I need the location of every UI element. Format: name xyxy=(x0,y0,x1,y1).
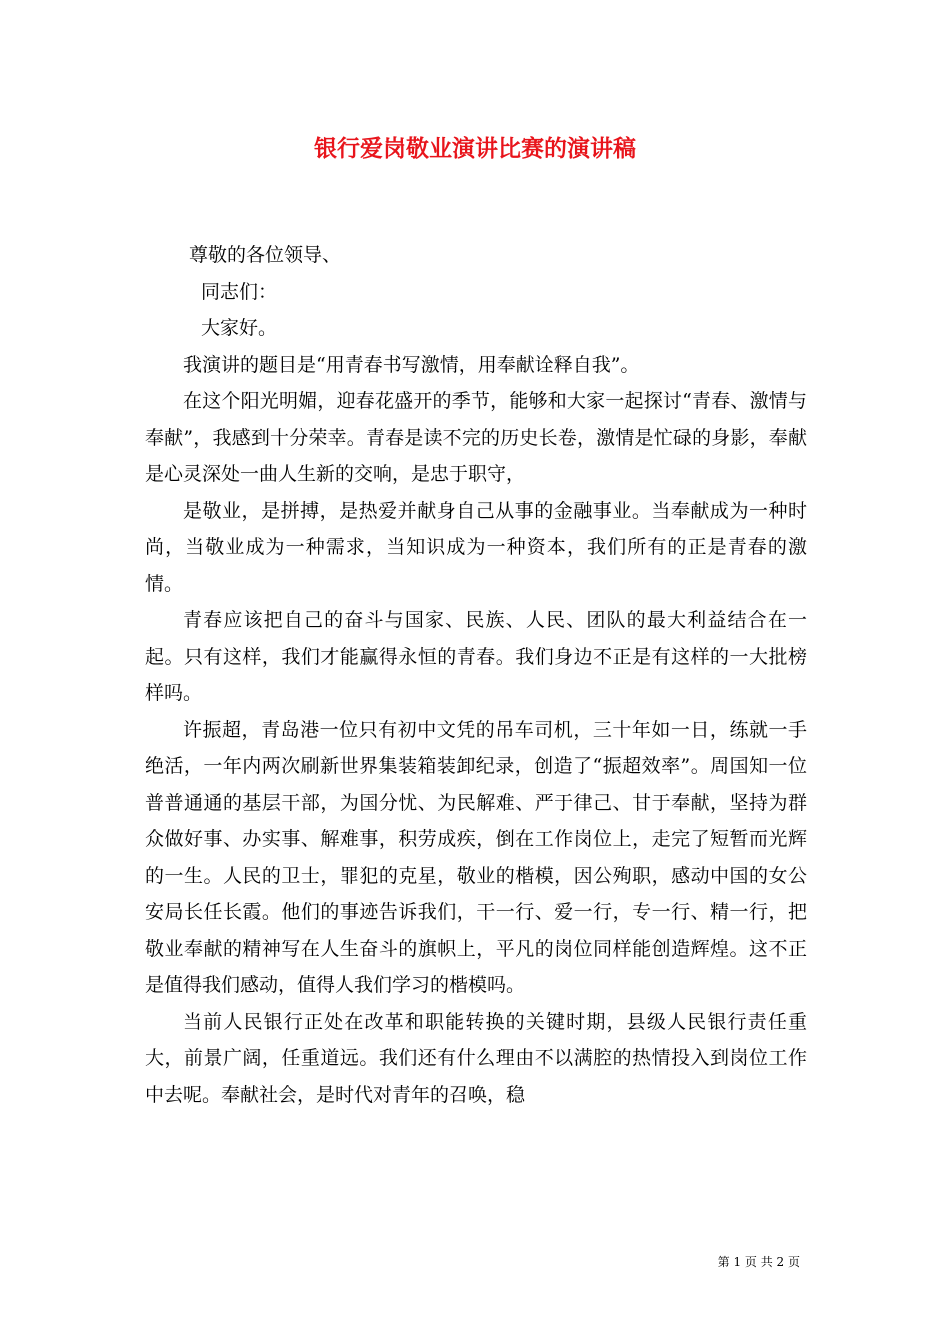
paragraph: 是敬业，是拼搏，是热爱并献身自己从事的金融事业。当奉献成为一种时尚，当敬业成为一种需求，当知识成为一种资本，我们所有的正是青春的激情。 xyxy=(145,499,807,595)
paragraph: 我演讲的题目是“用青春书写激情，用奉献诠释自我”。 xyxy=(183,353,640,376)
page-number-footer: 第 1 页 共 2 页 xyxy=(717,1255,800,1269)
document-title: 银行爱岗敬业演讲比赛的演讲稿 xyxy=(314,135,636,162)
paragraph: 许振超，青岛港一位只有初中文凭的吊车司机，三十年如一日，练就一手绝活，一年内两次刷新世界集装箱装卸纪录，创造了“振超效率”。周国知一位普普通通的基层干部，为国分忧、为民解难、严于律己、甘于奉献，坚持为群众做好事、办实事、解难事，积劳成疾，倒在工作岗位上，走完了短暂而光辉的一生。人民的卫士，罪犯的克星，敬业的楷模，因公殉职，感动中国的女公安局长任长霞。他们的事迹告诉我们，干一行、爱一行，专一行、精一行，把敬业奉献的精神写在人生奋斗的旗帜上，平凡的岗位同样能创造辉煌。这不正是值得我们感动，值得人我们学习的楷模吗。 xyxy=(145,718,807,996)
paragraph: 在这个阳光明媚，迎春花盛开的季节，能够和大家一起探讨“青春、激情与奉献”，我感到十分荣幸。青春是读不完的历史长卷，激情是忙碌的身影，奉献是心灵深处一曲人生新的交响，是忠于职守， xyxy=(145,390,807,485)
paragraph: 当前人民银行正处在改革和职能转换的关键时期，县级人民银行责任重大，前景广阔，任重道远。我们还有什么理由不以满腔的热情投入到岗位工作中去呢。奉献社会，是时代对青年的召唤，稳 xyxy=(145,1010,807,1106)
greeting-line: 大家好。 xyxy=(201,317,278,339)
salutation-line-1: 尊敬的各位领导、 xyxy=(189,244,342,266)
document-body xyxy=(145,237,807,1113)
paragraph: 青春应该把自己的奋斗与国家、民族、人民、团队的最大利益结合在一起。只有这样，我们才能赢得永恒的青春。我们身边不正是有这样的一大批榜样吗。 xyxy=(145,609,807,704)
salutation-line-2: 同志们： xyxy=(201,280,278,303)
